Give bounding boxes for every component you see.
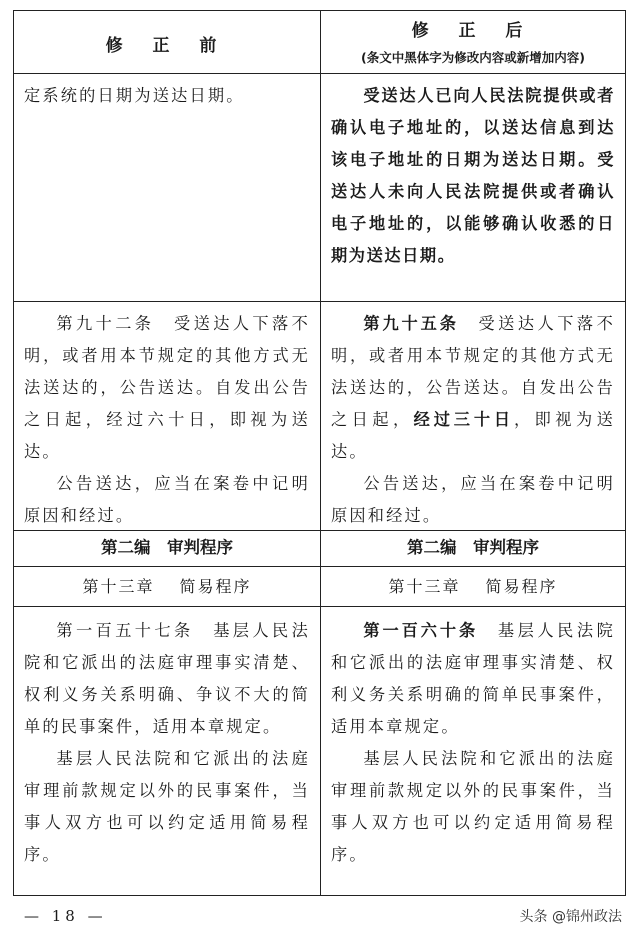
row3-left-para2: 基层人民法院和它派出的法庭审理前款规定以外的民事案件，当事人双方也可以约定适用简易程序。: [24, 749, 310, 864]
table-row-public-notice: [14, 302, 625, 531]
article-160-label: 第一百六十条: [363, 621, 479, 640]
header-right-title: 修 正 后: [411, 21, 535, 41]
chapter-row: [14, 567, 625, 607]
header-left: [14, 11, 320, 74]
header-right-note: (条文中黑体字为修改内容或新增加内容): [361, 50, 585, 65]
chapter-right-title: 第十三章 简易程序: [388, 577, 558, 596]
row2-left-para1: 第九十二条 受送达人下落不明，或者用本节规定的其他方式无法送达的，公告送达。自发出公告之日起，经过六十日，即视为送达。: [24, 314, 310, 461]
page-number: — 18 —: [24, 907, 107, 925]
row3-right-para1: [321, 615, 625, 743]
row3-right-cell: [321, 607, 625, 871]
chapter-left-title: 第十三章 简易程序: [82, 577, 252, 596]
section-row: [14, 531, 625, 567]
row1-right-cell: [321, 74, 625, 272]
header-row: [14, 11, 625, 74]
row1-left-cell: [14, 74, 320, 112]
row3-right-text: 基层人民法院和它派出的法庭审理事实清楚、权利义务关系明确的简单民事案件，适用本章规定。: [331, 621, 615, 736]
article-95-label: 第九十五条: [363, 314, 459, 333]
row1-left-text: 定系统的日期为送达日期。: [24, 86, 245, 105]
table-row-simplified-procedure: [14, 607, 625, 895]
row2-right-cell: [321, 302, 625, 532]
row2-right-text-a: 受送达人下落不明，或者用本节规定的其他方式无法送达的，公告送达。自发出公告之日起，: [331, 314, 615, 429]
row2-right-para1: [321, 308, 625, 468]
section-right-title: 第二编 审判程序: [407, 538, 539, 557]
row3-left-para1: 第一百五十七条 基层人民法院和它派出的法庭审理事实清楚、权利义务关系明确、争议不大的简单的民事案件，适用本章规定。: [24, 621, 310, 736]
amended-thirty-days: 经过三十日: [413, 410, 514, 429]
section-right-cell: [321, 531, 625, 565]
row3-right-para2: 基层人民法院和它派出的法庭审理前款规定以外的民事案件，当事人双方也可以约定适用简易程序。: [331, 749, 615, 864]
section-left-cell: [14, 531, 320, 565]
chapter-right-cell: [321, 567, 625, 604]
section-left-title: 第二编 审判程序: [101, 538, 233, 557]
row2-left-para2: 公告送达，应当在案卷中记明原因和经过。: [24, 474, 310, 525]
row2-left-cell: [14, 302, 320, 532]
row2-right-para2: 公告送达，应当在案卷中记明原因和经过。: [331, 474, 615, 525]
row3-left-cell: [14, 607, 320, 871]
chapter-left-cell: [14, 567, 320, 604]
header-right: [321, 11, 625, 74]
watermark: 头条 @锦州政法: [519, 909, 622, 925]
row2-right-text-b: ，即视为送达。: [331, 410, 616, 461]
header-left-title: 修 正 前: [105, 36, 229, 56]
row1-right-text: 受送达人已向人民法院提供或者确认电子地址的，以送达信息到达该电子地址的日期为送达日期。受送达人未向人民法院提供或者确认电子地址的，以能够确认收悉的日期为送达日期。: [331, 86, 615, 265]
table-row-delivery-date: [14, 74, 625, 302]
comparison-table: [13, 10, 626, 896]
